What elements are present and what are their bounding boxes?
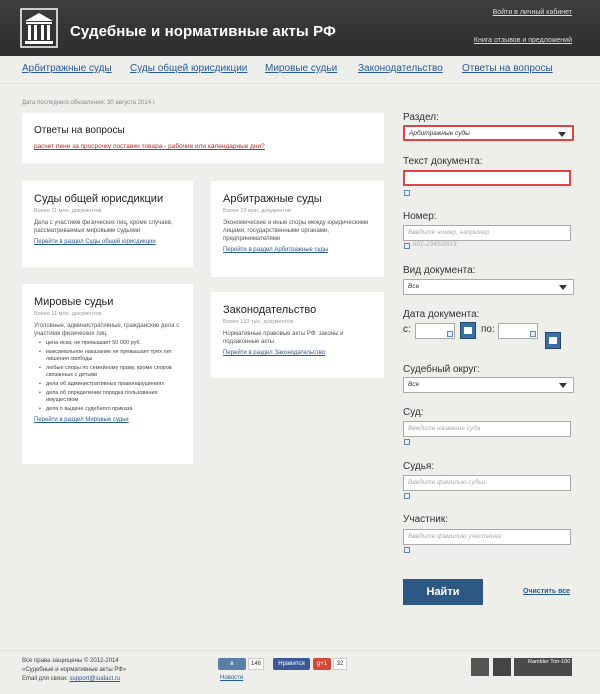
keyboard-icon[interactable] (404, 243, 410, 249)
party-label: Участник: (403, 514, 448, 525)
magistrates-card (22, 284, 193, 464)
chevron-down-icon (558, 132, 566, 137)
arbitration-card (211, 181, 384, 277)
list-item: • дела о выдаче судебного приказа (42, 406, 181, 413)
date-from-label: с: (403, 324, 411, 335)
number-hint: А01-2345/2013 (412, 241, 457, 248)
list-item: • дела об административных правонарушениях (42, 381, 181, 388)
judge-input[interactable]: Введите фамилию судьи (403, 475, 571, 491)
faq-title: Ответы на вопросы (34, 125, 125, 136)
list-item: • любые споры по семейному праву, кроме споров связанных с детьми (42, 365, 181, 379)
nav-item-legislation[interactable]: Законодательство (358, 63, 443, 74)
card-description: Нормативные правовые акты РФ: законы и подзаконные акты (223, 331, 344, 345)
legislation-card (211, 292, 384, 378)
card-doc-count: Более 11 млн. документов (34, 208, 102, 214)
calendar-from-icon[interactable] (460, 322, 476, 339)
general-courts-link[interactable]: Перейти в раздел Суды общей юрисдикции (34, 239, 156, 245)
section-label: Раздел: (403, 112, 439, 123)
district-label: Судебный округ: (403, 364, 480, 375)
counter-badge-icon[interactable] (471, 658, 489, 676)
keyboard-icon[interactable] (404, 190, 410, 196)
news-link[interactable]: Новости (220, 675, 244, 681)
calendar-to-icon[interactable] (545, 332, 561, 349)
number-input[interactable]: Введите номер, например (403, 225, 571, 241)
vk-share-button[interactable]: в (218, 658, 246, 670)
liveinternet-badge-icon[interactable] (493, 658, 511, 676)
search-button[interactable]: Найти (403, 579, 483, 605)
footer-email-link[interactable]: support@sudact.ru (69, 676, 121, 682)
nav-item-magistrates[interactable]: Мировые судьи (265, 63, 338, 74)
faq-question-link[interactable]: расчет пени за просрочку поставки товара - рабочие или календарные дни? (34, 143, 265, 150)
district-select[interactable]: Все (403, 377, 574, 393)
list-item: • цена иска, не превышает 50 000 руб. (42, 340, 181, 347)
nav-item-general-courts[interactable]: Суды общей юрисдикции (130, 63, 248, 74)
clear-all-link[interactable]: Очистить все (523, 588, 571, 595)
keyboard-icon[interactable] (404, 493, 410, 499)
doc-type-select[interactable]: Все (403, 279, 574, 295)
faq-card (22, 113, 384, 163)
document-text-input[interactable] (403, 170, 571, 186)
card-description: Уголовные, административные, гражданские дела с участием физических лиц (34, 323, 180, 337)
footer-site: «Судебные и нормативные акты РФ» (22, 667, 127, 673)
card-description: Дела с участием физических лиц, кроме случаев, рассматриваемых мировыми судьями (34, 220, 173, 234)
last-updated: Дата последнего обновления: 30 августа 2014 г. (22, 100, 156, 106)
nav-item-faq[interactable]: Ответы на вопросы (462, 63, 553, 74)
keyboard-icon[interactable] (404, 439, 410, 445)
magistrates-link[interactable]: Перейти в раздел Мировые судьи (34, 417, 129, 423)
card-title: Мировые судьи (34, 296, 114, 308)
doc-date-label: Дата документа: (403, 309, 480, 320)
footer-rights: Все права защищены © 2012-2014 (22, 658, 119, 664)
judge-label: Судья: (403, 461, 435, 472)
fb-like-button[interactable]: Нравится (273, 658, 310, 670)
court-label: Суд: (403, 407, 424, 418)
keyboard-icon[interactable] (404, 547, 410, 553)
arbitration-link[interactable]: Перейти в раздел Арбитражные суды (223, 247, 329, 253)
card-doc-count: Более 153 тыс. документов (223, 319, 294, 325)
gplus-button[interactable]: g+1 (313, 658, 331, 670)
legislation-link[interactable]: Перейти в раздел Законодательство (223, 350, 326, 356)
card-title: Арбитражные суды (223, 193, 322, 205)
card-description: Экономические и иные споры между юридическими лицами, государственными органами, предпринимателями (223, 220, 369, 242)
site-header (0, 0, 600, 56)
section-select[interactable] (403, 125, 574, 141)
party-input[interactable]: Введите фамилию участника (403, 529, 571, 545)
nav-item-arbitration[interactable]: Арбитражные суды (22, 63, 112, 74)
card-title: Законодательство (223, 304, 317, 316)
chevron-down-icon (559, 285, 567, 290)
list-item: • максимальное наказание не превышает трех лет лишения свободы (42, 349, 181, 363)
card-doc-count: Более 11 млн. документов (34, 311, 102, 317)
site-title[interactable]: Судебные и нормативные акты РФ (70, 23, 336, 40)
number-label: Номер: (403, 211, 437, 222)
keyboard-icon[interactable] (530, 331, 536, 337)
gplus-count: 32 (333, 658, 347, 670)
list-item: • дела об определении порядка пользования имуществом (42, 390, 181, 404)
rambler-badge[interactable]: Rambler Топ-100 (514, 658, 572, 676)
magistrate-list (42, 340, 181, 413)
keyboard-icon[interactable] (447, 331, 453, 337)
card-title: Суды общей юрисдикции (34, 193, 164, 205)
footer-email-row: Email для связи: support@sudact.ru (22, 676, 121, 682)
chevron-down-icon (559, 383, 567, 388)
feedback-link[interactable]: Книга отзывов и предложений (473, 37, 572, 44)
doc-type-label: Вид документа: (403, 265, 476, 276)
login-link[interactable]: Войти в личный кабинет (492, 9, 572, 16)
card-doc-count: Более 23 млн. документов (223, 208, 291, 214)
vk-count: 146 (248, 658, 264, 670)
main-nav (0, 56, 600, 84)
courthouse-logo-icon[interactable] (20, 8, 58, 48)
general-courts-card (22, 181, 193, 267)
date-to-label: по: (481, 324, 495, 335)
court-input[interactable]: Введите название суда (403, 421, 571, 437)
text-label: Текст документа: (403, 156, 483, 167)
section-value: Арбитражные суды (409, 130, 470, 137)
